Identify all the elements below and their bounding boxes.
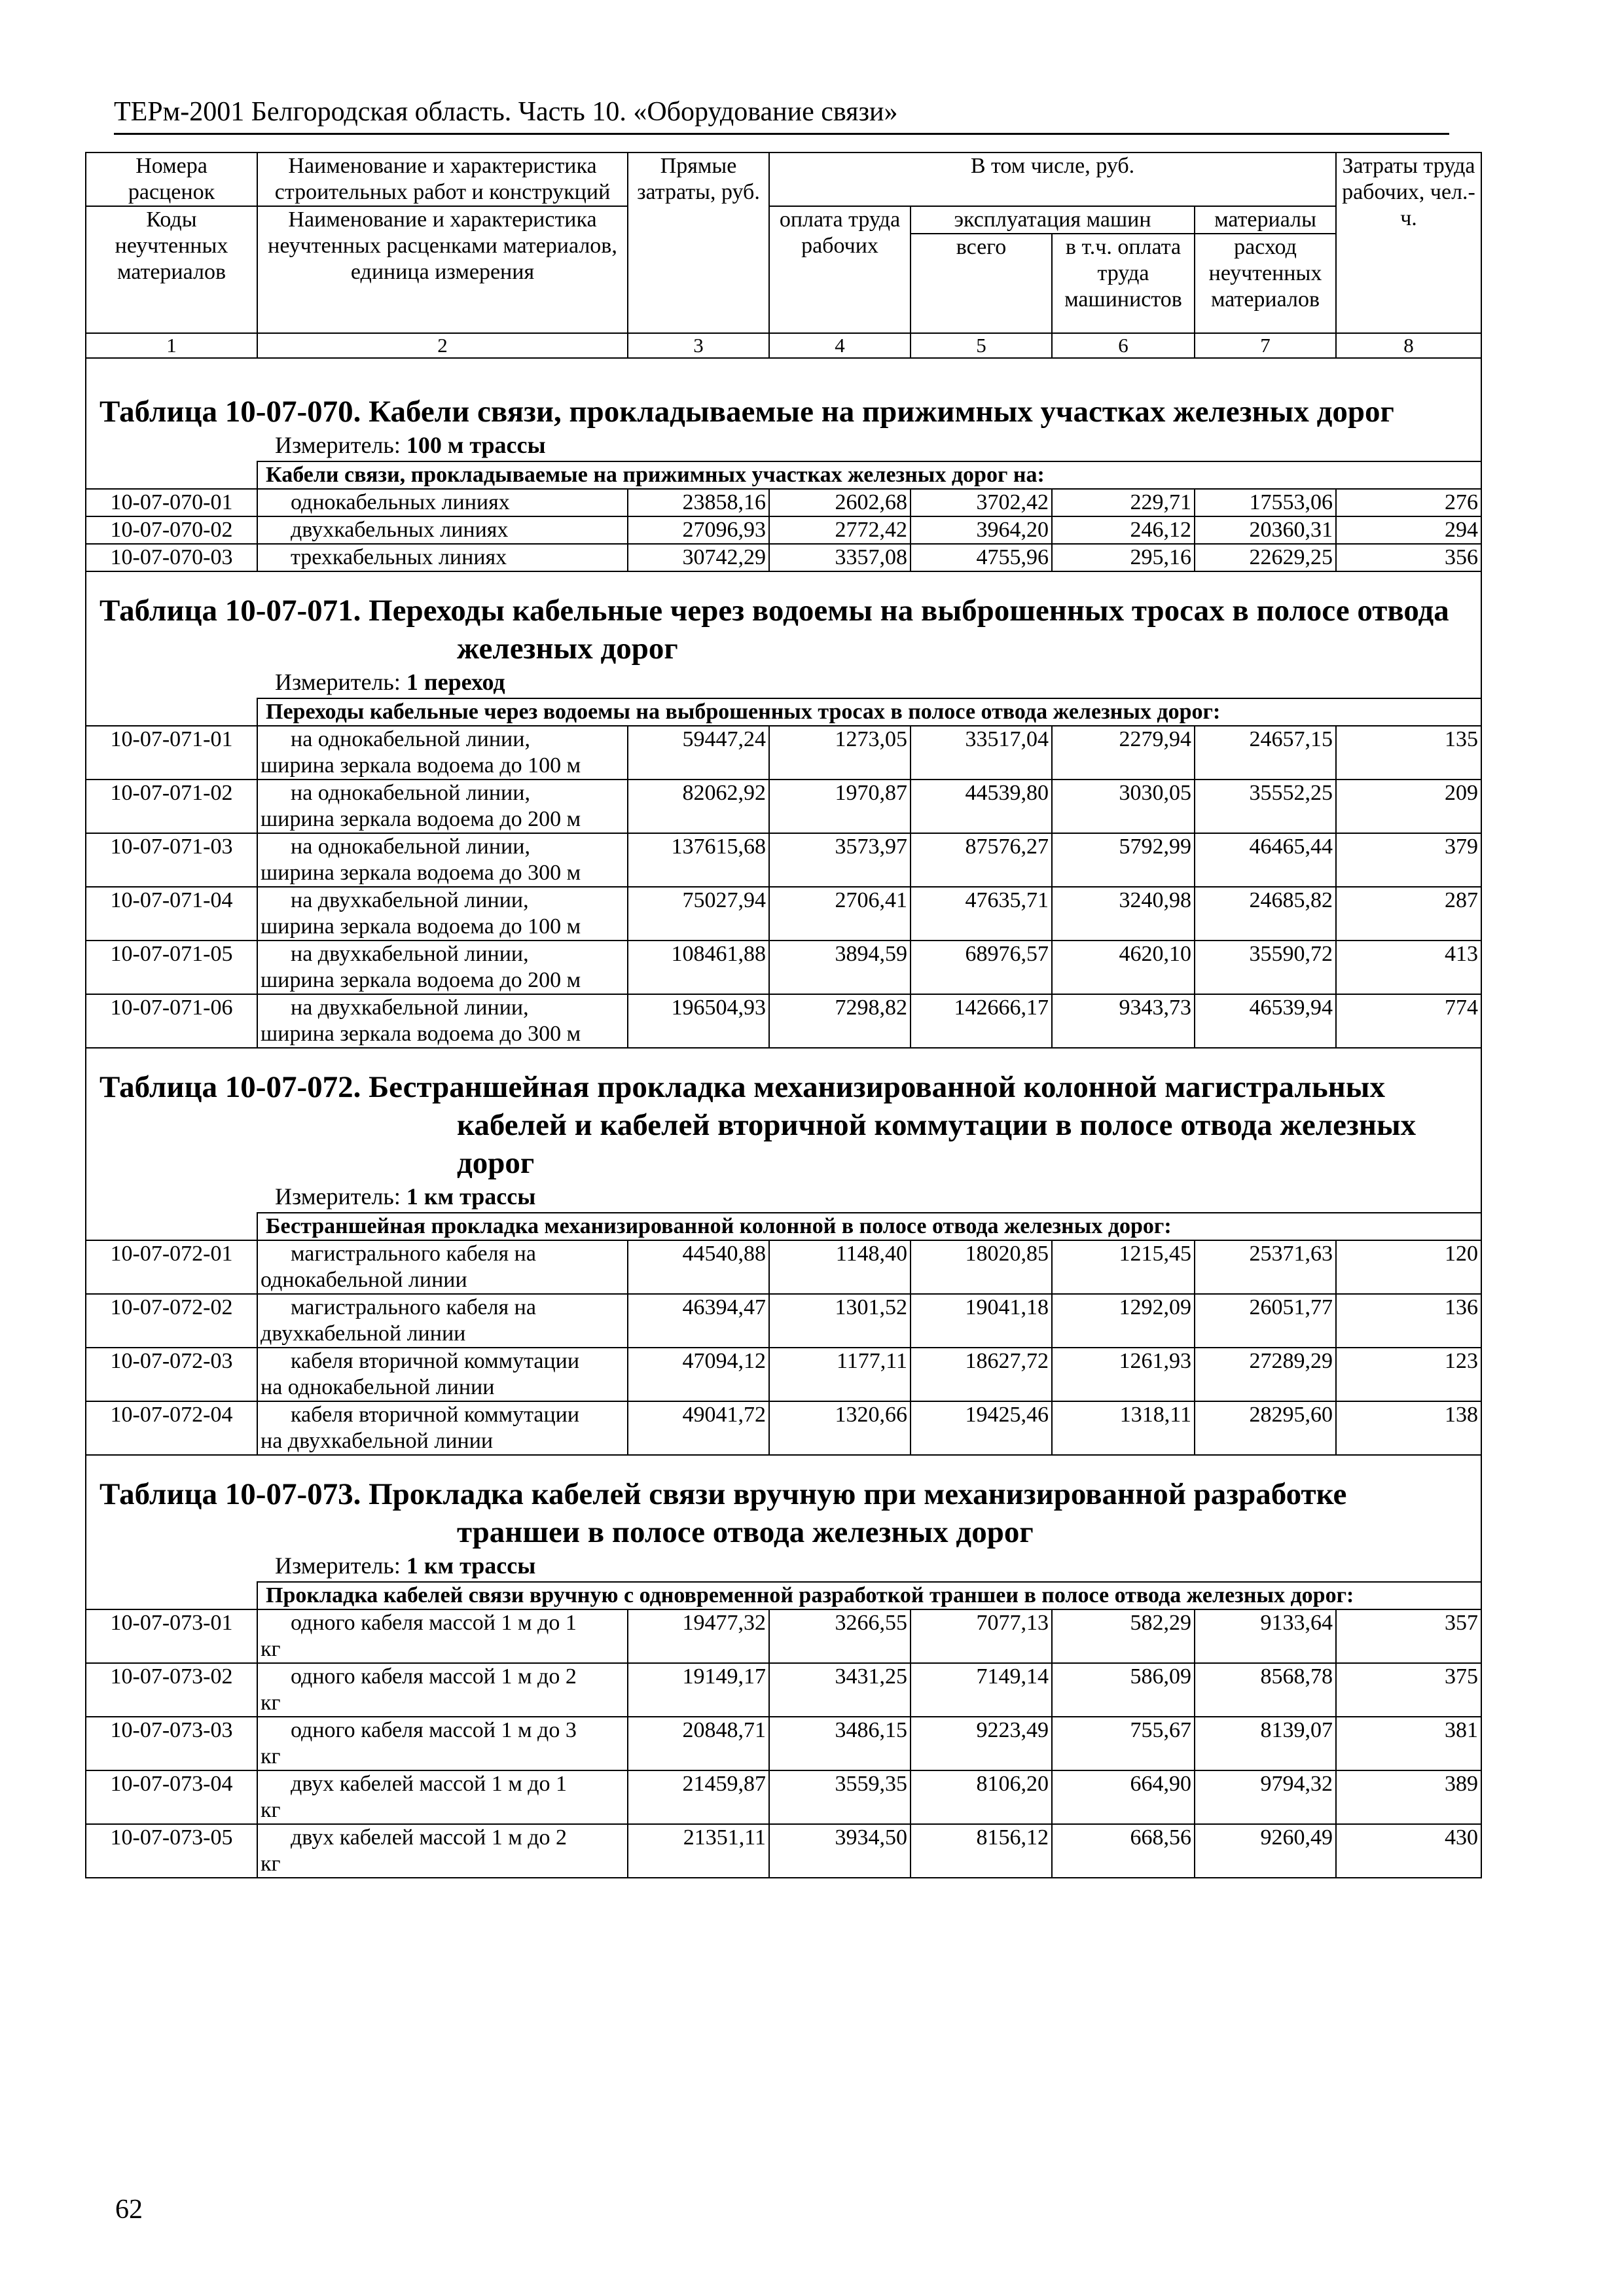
group-heading: Прокладка кабелей связи вручную с одновременной разработкой траншеи в полосе отвода железных дорог: (257, 1582, 1481, 1609)
direct-cost: 20848,71 (628, 1717, 769, 1770)
work-description (257, 726, 628, 780)
header-labor-cost: Затраты труда рабочих, чел.-ч. (1336, 152, 1481, 333)
work-description (257, 1824, 628, 1878)
group-row (86, 461, 1481, 489)
rate-code: 10-07-072-01 (86, 1240, 257, 1294)
header-materials: материалы (1195, 206, 1336, 234)
section-title: Таблица 10-07-072. Бестраншейная прокладка механизированной колонной магистральных кабелей и кабелей вторичной коммутации в полосе отвода железных дорог (99, 1070, 1416, 1180)
work-description-line: ширина зеркала водоема до 100 м (261, 914, 581, 939)
rate-code: 10-07-073-03 (86, 1717, 257, 1770)
table-header-row (86, 333, 1481, 358)
group-row (86, 1582, 1481, 1609)
labor-hours: 430 (1336, 1824, 1481, 1878)
work-description-line: ширина зеркала водоема до 100 м (261, 753, 581, 778)
table-row (86, 833, 1481, 887)
operators-pay: 1318,11 (1052, 1401, 1195, 1455)
labor-pay: 1970,87 (769, 780, 911, 833)
work-description-line: двух кабелей массой 1 м до 2 (291, 1825, 568, 1850)
materials-cost: 22629,25 (1195, 544, 1336, 571)
column-number: 1 (86, 333, 257, 358)
unit-value: 1 км трассы (406, 1183, 536, 1210)
materials-cost: 26051,77 (1195, 1294, 1336, 1348)
header-rate-number: Номера расценок (86, 152, 257, 206)
header-in-that: В том числе, руб. (769, 152, 1336, 206)
materials-cost: 9260,49 (1195, 1824, 1336, 1878)
rate-code: 10-07-070-03 (86, 544, 257, 571)
column-number: 4 (769, 333, 911, 358)
operators-pay: 9343,73 (1052, 994, 1195, 1048)
work-description (257, 1609, 628, 1663)
work-description-line: двух кабелей массой 1 м до 1 (291, 1772, 568, 1796)
table-row (86, 516, 1481, 544)
machines-total: 142666,17 (911, 994, 1052, 1048)
group-blank-cell (86, 698, 257, 726)
labor-hours: 389 (1336, 1770, 1481, 1824)
table-row (86, 726, 1481, 780)
direct-cost: 44540,88 (628, 1240, 769, 1294)
rate-code: 10-07-071-06 (86, 994, 257, 1048)
table-header-row (86, 152, 1481, 206)
column-number: 5 (911, 333, 1052, 358)
direct-cost: 196504,93 (628, 994, 769, 1048)
labor-hours: 413 (1336, 941, 1481, 994)
work-description-line: на однокабельной линии, (291, 781, 530, 805)
labor-hours: 123 (1336, 1348, 1481, 1401)
labor-pay: 1148,40 (769, 1240, 911, 1294)
work-description (257, 1294, 628, 1348)
work-description (257, 516, 628, 544)
work-description (257, 1240, 628, 1294)
table-row (86, 887, 1481, 941)
labor-hours: 375 (1336, 1663, 1481, 1717)
work-description (257, 833, 628, 887)
materials-cost: 35590,72 (1195, 941, 1336, 994)
rate-code: 10-07-071-03 (86, 833, 257, 887)
header-direct-cost: Прямые затраты, руб. (628, 152, 769, 333)
work-description-line: на однокабельной линии (261, 1375, 495, 1399)
machines-total: 47635,71 (911, 887, 1052, 941)
direct-cost: 21459,87 (628, 1770, 769, 1824)
work-description-line: двухкабельных линиях (291, 518, 509, 542)
labor-pay: 3357,08 (769, 544, 911, 571)
work-description-line: на двухкабельной линии, (291, 888, 529, 912)
unit-label: Измеритель: (275, 1552, 401, 1579)
labor-hours: 120 (1336, 1240, 1481, 1294)
operators-pay: 586,09 (1052, 1663, 1195, 1717)
section-title-row (86, 1455, 1481, 1582)
rate-code: 10-07-072-02 (86, 1294, 257, 1348)
labor-pay: 3559,35 (769, 1770, 911, 1824)
work-description (257, 1770, 628, 1824)
work-description-line: ширина зеркала водоема до 200 м (261, 807, 581, 831)
materials-cost: 27289,29 (1195, 1348, 1336, 1401)
unit-of-measure (90, 668, 1477, 698)
labor-hours: 357 (1336, 1609, 1481, 1663)
work-description-line: магистрального кабеля на (291, 1242, 536, 1266)
labor-pay: 3934,50 (769, 1824, 911, 1878)
labor-pay: 2706,41 (769, 887, 911, 941)
work-description-line: на однокабельной линии, (291, 834, 530, 859)
work-description (257, 941, 628, 994)
materials-cost: 35552,25 (1195, 780, 1336, 833)
direct-cost: 75027,94 (628, 887, 769, 941)
unit-value: 1 переход (406, 669, 505, 695)
unit-label: Измеритель: (275, 1183, 401, 1210)
section-title: Таблица 10-07-070. Кабели связи, прокладываемые на прижимных участках железных дорог (99, 395, 1394, 429)
materials-cost: 46465,44 (1195, 833, 1336, 887)
table-row (86, 1294, 1481, 1348)
machines-total: 18627,72 (911, 1348, 1052, 1401)
operators-pay: 3030,05 (1052, 780, 1195, 833)
table-row (86, 1770, 1481, 1824)
direct-cost: 59447,24 (628, 726, 769, 780)
operators-pay: 582,29 (1052, 1609, 1195, 1663)
machines-total: 44539,80 (911, 780, 1052, 833)
direct-cost: 27096,93 (628, 516, 769, 544)
unit-value: 1 км трассы (406, 1552, 536, 1579)
section-title-row (86, 1048, 1481, 1213)
materials-cost: 46539,94 (1195, 994, 1336, 1048)
table-row (86, 1824, 1481, 1878)
unit-of-measure (90, 1182, 1477, 1212)
table-header-row (86, 206, 1481, 234)
rate-code: 10-07-070-02 (86, 516, 257, 544)
table-row (86, 1663, 1481, 1717)
work-description (257, 994, 628, 1048)
work-description-line: магистрального кабеля на (291, 1295, 536, 1319)
group-heading: Переходы кабельные через водоемы на выброшенных тросах в полосе отвода железных дорог: (257, 698, 1481, 726)
column-number: 3 (628, 333, 769, 358)
unit-of-measure (90, 1551, 1477, 1581)
operators-pay: 755,67 (1052, 1717, 1195, 1770)
direct-cost: 82062,92 (628, 780, 769, 833)
table-row (86, 1401, 1481, 1455)
machines-total: 8156,12 (911, 1824, 1052, 1878)
operators-pay: 1215,45 (1052, 1240, 1195, 1294)
rate-code: 10-07-073-01 (86, 1609, 257, 1663)
work-description (257, 1717, 628, 1770)
group-blank-cell (86, 461, 257, 489)
operators-pay: 664,90 (1052, 1770, 1195, 1824)
group-blank-cell (86, 1213, 257, 1240)
labor-pay: 3573,97 (769, 833, 911, 887)
machines-total: 19041,18 (911, 1294, 1052, 1348)
group-blank-cell (86, 1582, 257, 1609)
table-row (86, 489, 1481, 516)
work-description-line: кг (261, 1691, 281, 1715)
rate-code: 10-07-071-04 (86, 887, 257, 941)
labor-pay: 1177,11 (769, 1348, 911, 1401)
table-row (86, 1609, 1481, 1663)
header-machines-total: всего (911, 234, 1052, 333)
labor-hours: 356 (1336, 544, 1481, 571)
work-description (257, 1348, 628, 1401)
direct-cost: 46394,47 (628, 1294, 769, 1348)
group-row (86, 698, 1481, 726)
operators-pay: 3240,98 (1052, 887, 1195, 941)
header-machine-operators-pay: в т.ч. оплата труда машинистов (1052, 234, 1195, 333)
work-description-line: однокабельной линии (261, 1268, 467, 1292)
unit-of-measure (90, 431, 1477, 461)
operators-pay: 4620,10 (1052, 941, 1195, 994)
labor-pay: 2772,42 (769, 516, 911, 544)
work-description (257, 887, 628, 941)
rates-table (85, 152, 1482, 1878)
column-number: 8 (1336, 333, 1481, 358)
labor-hours: 209 (1336, 780, 1481, 833)
labor-hours: 138 (1336, 1401, 1481, 1455)
work-description-line: одного кабеля массой 1 м до 3 (291, 1718, 577, 1742)
direct-cost: 30742,29 (628, 544, 769, 571)
work-description-line: ширина зеркала водоема до 300 м (261, 1022, 581, 1046)
group-row (86, 1213, 1481, 1240)
work-description-line: однокабельных линиях (291, 490, 510, 514)
unit-value: 100 м трассы (406, 432, 546, 458)
machines-total: 9223,49 (911, 1717, 1052, 1770)
work-description-line: одного кабеля массой 1 м до 2 (291, 1664, 577, 1689)
materials-cost: 24685,82 (1195, 887, 1336, 941)
work-description (257, 1663, 628, 1717)
machines-total: 3964,20 (911, 516, 1052, 544)
rate-code: 10-07-073-02 (86, 1663, 257, 1717)
machines-total: 19425,46 (911, 1401, 1052, 1455)
labor-pay: 3431,25 (769, 1663, 911, 1717)
labor-pay: 3486,15 (769, 1717, 911, 1770)
page-number: 62 (115, 2195, 143, 2225)
group-heading: Бестраншейная прокладка механизированной колонной в полосе отвода железных дорог: (257, 1213, 1481, 1240)
materials-cost: 9133,64 (1195, 1609, 1336, 1663)
direct-cost: 19477,32 (628, 1609, 769, 1663)
operators-pay: 668,56 (1052, 1824, 1195, 1878)
unit-label: Измеритель: (275, 432, 401, 458)
operators-pay: 1292,09 (1052, 1294, 1195, 1348)
group-heading: Кабели связи, прокладываемые на прижимных участках железных дорог на: (257, 461, 1481, 489)
work-description (257, 1401, 628, 1455)
labor-hours: 774 (1336, 994, 1481, 1048)
labor-pay: 2602,68 (769, 489, 911, 516)
header-work-name: Наименование и характеристика строительных работ и конструкций (257, 152, 628, 206)
work-description-line: трехкабельных линиях (291, 545, 507, 569)
materials-cost: 8568,78 (1195, 1663, 1336, 1717)
rate-code: 10-07-070-01 (86, 489, 257, 516)
header-labor-pay: оплата труда рабочих (769, 206, 911, 333)
direct-cost: 23858,16 (628, 489, 769, 516)
labor-pay: 1320,66 (769, 1401, 911, 1455)
materials-cost: 8139,07 (1195, 1717, 1336, 1770)
direct-cost: 137615,68 (628, 833, 769, 887)
materials-cost: 9794,32 (1195, 1770, 1336, 1824)
work-description (257, 489, 628, 516)
labor-hours: 287 (1336, 887, 1481, 941)
operators-pay: 295,16 (1052, 544, 1195, 571)
operators-pay: 246,12 (1052, 516, 1195, 544)
rate-code: 10-07-071-01 (86, 726, 257, 780)
labor-hours: 135 (1336, 726, 1481, 780)
work-description-line: одного кабеля массой 1 м до 1 (291, 1611, 577, 1635)
unit-label: Измеритель: (275, 669, 401, 695)
work-description-line: на двухкабельной линии (261, 1429, 494, 1453)
section-title-row (86, 358, 1481, 461)
section-title: Таблица 10-07-073. Прокладка кабелей связи вручную при механизированной разработке траншеи в полосе отвода железных дорог (99, 1477, 1347, 1549)
machines-total: 33517,04 (911, 726, 1052, 780)
rate-code: 10-07-072-04 (86, 1401, 257, 1455)
labor-hours: 276 (1336, 489, 1481, 516)
header-machines: эксплуатация машин (911, 206, 1195, 234)
direct-cost: 21351,11 (628, 1824, 769, 1878)
machines-total: 68976,57 (911, 941, 1052, 994)
table-row (86, 941, 1481, 994)
work-description (257, 544, 628, 571)
labor-pay: 3266,55 (769, 1609, 911, 1663)
column-number: 7 (1195, 333, 1336, 358)
work-description-line: на однокабельной линии, (291, 727, 530, 751)
header-material-codes: Коды неучтенных материалов (86, 206, 257, 333)
work-description-line: ширина зеркала водоема до 200 м (261, 968, 581, 992)
column-number: 6 (1052, 333, 1195, 358)
machines-total: 7149,14 (911, 1663, 1052, 1717)
direct-cost: 47094,12 (628, 1348, 769, 1401)
machines-total: 7077,13 (911, 1609, 1052, 1663)
work-description-line: на двухкабельной линии, (291, 996, 529, 1020)
machines-total: 4755,96 (911, 544, 1052, 571)
labor-pay: 1273,05 (769, 726, 911, 780)
table-row (86, 1240, 1481, 1294)
work-description-line: на двухкабельной линии, (291, 942, 529, 966)
table-row (86, 994, 1481, 1048)
work-description-line: кг (261, 1852, 281, 1876)
machines-total: 3702,42 (911, 489, 1052, 516)
materials-cost: 25371,63 (1195, 1240, 1336, 1294)
table-row (86, 1717, 1481, 1770)
work-description-line: кабеля вторичной коммутации (291, 1403, 580, 1427)
operators-pay: 2279,94 (1052, 726, 1195, 780)
table-row (86, 1348, 1481, 1401)
operators-pay: 1261,93 (1052, 1348, 1195, 1401)
column-number: 2 (257, 333, 628, 358)
rate-code: 10-07-073-04 (86, 1770, 257, 1824)
work-description-line: двухкабельной линии (261, 1321, 466, 1346)
labor-hours: 294 (1336, 516, 1481, 544)
rate-code: 10-07-072-03 (86, 1348, 257, 1401)
table-row (86, 780, 1481, 833)
labor-pay: 7298,82 (769, 994, 911, 1048)
machines-total: 8106,20 (911, 1770, 1052, 1824)
work-description-line: ширина зеркала водоема до 300 м (261, 861, 581, 885)
header-material-name: Наименование и характеристика неучтенных расценками материалов, единица измерения (257, 206, 628, 333)
rate-code: 10-07-071-05 (86, 941, 257, 994)
work-description-line: кг (261, 1744, 281, 1768)
machines-total: 87576,27 (911, 833, 1052, 887)
direct-cost: 108461,88 (628, 941, 769, 994)
work-description-line: кг (261, 1798, 281, 1822)
labor-pay: 3894,59 (769, 941, 911, 994)
direct-cost: 49041,72 (628, 1401, 769, 1455)
machines-total: 18020,85 (911, 1240, 1052, 1294)
operators-pay: 229,71 (1052, 489, 1195, 516)
materials-cost: 28295,60 (1195, 1401, 1336, 1455)
work-description (257, 780, 628, 833)
direct-cost: 19149,17 (628, 1663, 769, 1717)
work-description-line: кг (261, 1637, 281, 1661)
table-row (86, 544, 1481, 571)
materials-cost: 20360,31 (1195, 516, 1336, 544)
rate-code: 10-07-071-02 (86, 780, 257, 833)
labor-hours: 379 (1336, 833, 1481, 887)
materials-cost: 24657,15 (1195, 726, 1336, 780)
operators-pay: 5792,99 (1052, 833, 1195, 887)
rate-code: 10-07-073-05 (86, 1824, 257, 1878)
labor-pay: 1301,52 (769, 1294, 911, 1348)
work-description-line: кабеля вторичной коммутации (291, 1349, 580, 1373)
section-title-row (86, 571, 1481, 698)
page-header: ТЕРм-2001 Белгородская область. Часть 10. «Оборудование связи» (114, 95, 1449, 135)
labor-hours: 381 (1336, 1717, 1481, 1770)
header-unaccounted-materials: расход неучтенных материалов (1195, 234, 1336, 333)
materials-cost: 17553,06 (1195, 489, 1336, 516)
labor-hours: 136 (1336, 1294, 1481, 1348)
section-title: Таблица 10-07-071. Переходы кабельные через водоемы на выброшенных тросах в полосе отвода железных дорог (99, 594, 1449, 666)
